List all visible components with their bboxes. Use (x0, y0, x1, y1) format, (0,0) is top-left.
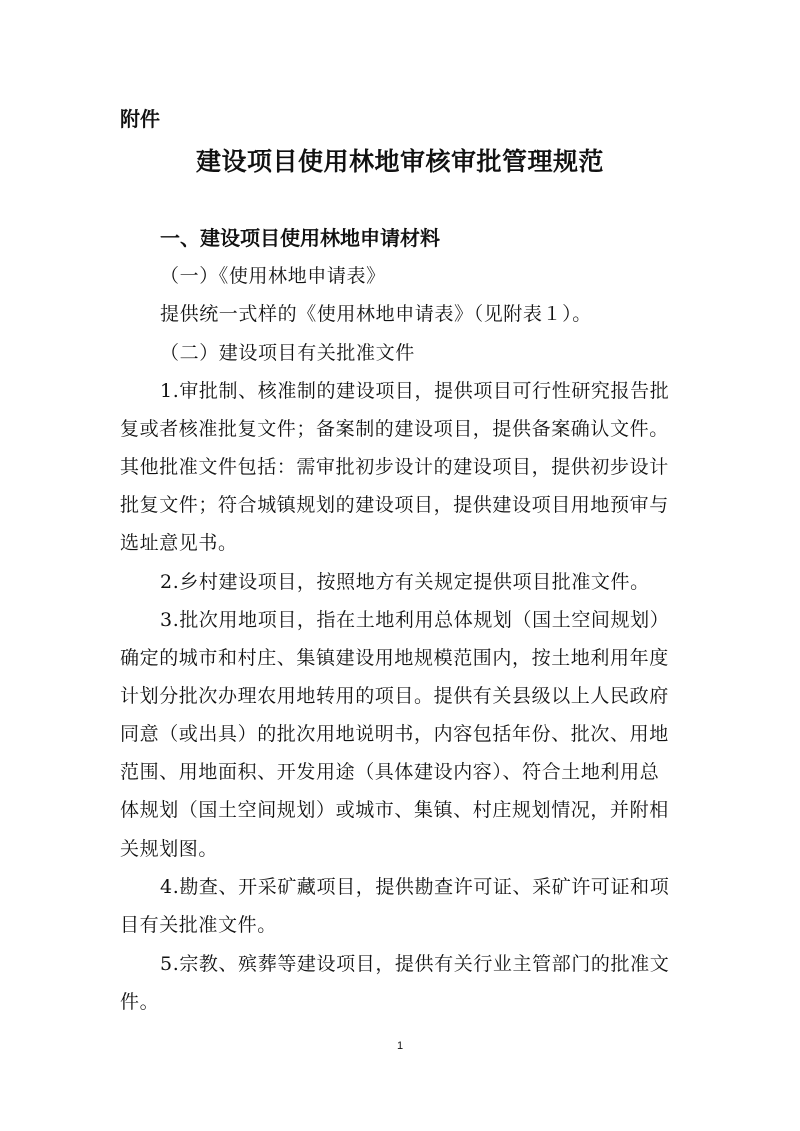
page-number: 1 (396, 1040, 404, 1052)
body-line: 件。 (120, 991, 160, 1013)
subsection-heading-2: （二）建设项目有关批准文件 (160, 342, 415, 364)
body-line: 体规划（国土空间规划）或城市、集镇、村庄规划情况，并附相 (120, 799, 669, 821)
subsection-heading-1: （一）《使用林地申请表》 (160, 265, 386, 287)
body-line: 关规划图。 (120, 838, 219, 860)
body-line: 5.宗教、殡葬等建设项目，提供有关行业主管部门的批准文 (160, 953, 670, 975)
body-line: 2.乡村建设项目，按照地方有关规定提供项目批准文件。 (160, 571, 650, 593)
body-line: 3.批次用地项目，指在土地利用总体规划（国土空间规划） (160, 609, 670, 631)
body-line: 选址意见书。 (120, 532, 238, 554)
document-title: 建设项目使用林地审核审批管理规范 (195, 147, 604, 176)
annex-label: 附件 (120, 107, 160, 131)
body-line: 1.审批制、核准制的建设项目，提供项目可行性研究报告批 (160, 380, 670, 402)
body-line: 确定的城市和村庄、集镇建设用地规模范围内，按土地利用年度 (120, 647, 669, 669)
body-line: 提供统一式样的《使用林地申请表》（见附表１）。 (160, 303, 592, 325)
body-line: 计划分批次办理农用地转用的项目。提供有关县级以上人民政府 (120, 685, 669, 707)
body-line: 4.勘查、开采矿藏项目，提供勘查许可证、采矿许可证和项 (160, 876, 670, 898)
body-line: 目有关批准文件。 (120, 914, 277, 936)
section-heading: 一、建设项目使用林地申请材料 (160, 226, 440, 250)
body-line: 范围、用地面积、开发用途（具体建设内容）、符合土地利用总 (120, 761, 660, 783)
body-line: 其他批准文件包括：需审批初步设计的建设项目，提供初步设计 (120, 456, 669, 478)
body-line: 复或者核准批复文件；备案制的建设项目，提供备案确认文件。 (120, 418, 669, 440)
body-line: 批复文件；符合城镇规划的建设项目，提供建设项目用地预审与 (120, 494, 669, 516)
body-line: 同意（或出具）的批次用地说明书，内容包括年份、批次、用地 (120, 723, 669, 745)
